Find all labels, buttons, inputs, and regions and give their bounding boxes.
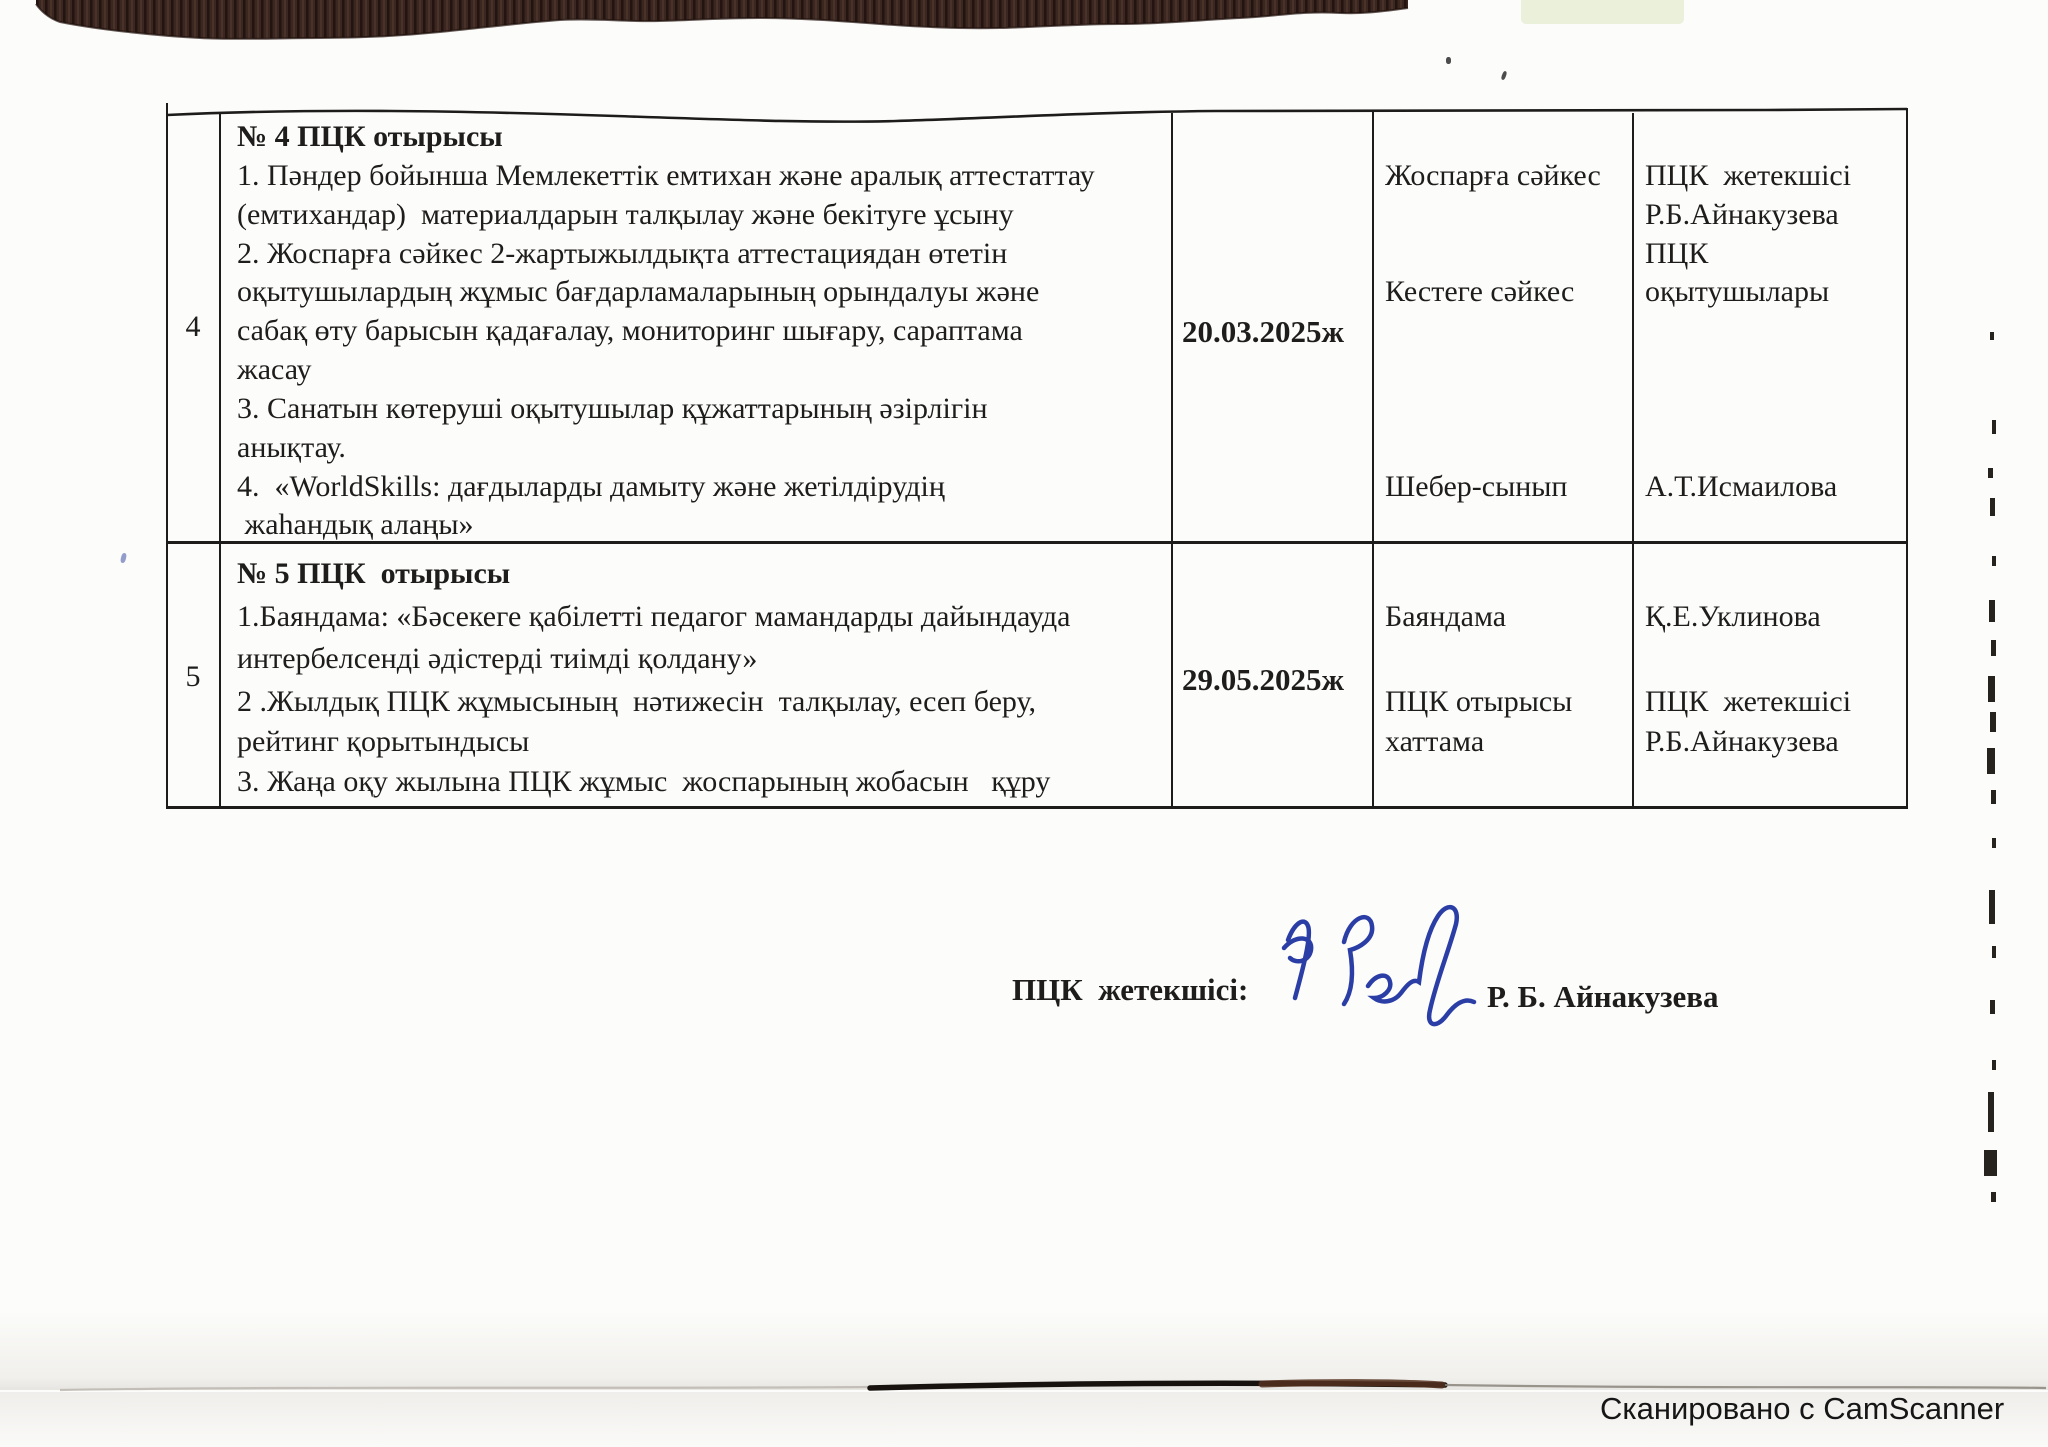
- form-item: Жоспарға сәйкес: [1385, 159, 1601, 192]
- table-border-right: [1906, 108, 1908, 808]
- meeting-date: 20.03.2025ж: [1182, 314, 1344, 349]
- agenda-title: № 4 ПЦК отырысы: [237, 120, 503, 153]
- form-item: Кестеге сәйкес: [1385, 275, 1575, 308]
- edge-mark: [1992, 1060, 1996, 1070]
- agenda-line: 3. Жаңа оқу жылына ПЦК жұмыс жоспарының жобасын құру: [237, 765, 1051, 798]
- form-item: Шебер-сынып: [1385, 470, 1568, 503]
- responsible-line: А.Т.Исмаилова: [1645, 470, 1838, 503]
- edge-mark: [1988, 1092, 1994, 1132]
- form-item: ПЦК отырысы: [1385, 685, 1573, 718]
- signature-block: [0, 860, 2048, 1060]
- agenda-line: жаһандық алаңы»: [237, 508, 474, 541]
- agenda-line: 2. Жоспарға сәйкес 2-жартыжылдықта аттестациядан өтетін: [237, 237, 1008, 270]
- agenda-line: 1. Пәндер бойынша Мемлекеттік емтихан және аралық аттестаттау: [237, 159, 1095, 192]
- meeting-date: 29.05.2025ж: [1182, 662, 1344, 697]
- table-border-col2: [1171, 113, 1173, 808]
- signature-name: Р. Б. Айнакузева: [1487, 979, 1719, 1014]
- agenda-line: жасау: [237, 353, 312, 386]
- table-border-col4: [1632, 113, 1634, 808]
- responsible-line: ПЦК жетекшісі: [1645, 159, 1852, 192]
- edge-mark: [1992, 838, 1996, 848]
- table-border-bottom: [166, 806, 1908, 809]
- row-number: 5: [185, 660, 201, 693]
- agenda-line: оқытушылардың жұмыс бағдарламаларының орындалуы және: [237, 275, 1040, 308]
- handwritten-signature: [1268, 884, 1492, 1054]
- row-number: 4: [185, 310, 201, 343]
- edge-mark: [1991, 1192, 1996, 1202]
- agenda-line: интербелсенді әдістерді тиімді қолдану»: [237, 642, 758, 675]
- agenda-line: сабақ өту барысын қадағалау, мониторинг шығару, сараптама: [237, 314, 1023, 347]
- agenda-line: (емтихандар) материалдарын талқылау және бекітуге ұсыну: [237, 198, 1014, 231]
- responsible-line: Р.Б.Айнакузева: [1645, 198, 1839, 231]
- agenda-line: анықтау.: [237, 431, 346, 464]
- table-border-col3: [1372, 112, 1374, 808]
- agenda-line: 4. «WorldSkills: дағдыларды дамыту және жетілдірудің: [237, 470, 945, 503]
- responsible-line: ПЦК жетекшісі: [1645, 685, 1852, 718]
- camscanner-credit: Сканировано с CamScanner: [1600, 1391, 2005, 1426]
- agenda-line: 1.Баяндама: «Бәсекеге қабілетті педагог мамандарды дайындауда: [237, 600, 1071, 633]
- agenda-line: 3. Санатын көтеруші оқытушылар құжаттарының әзірлігін: [237, 392, 988, 425]
- table-border-col1: [219, 112, 221, 808]
- responsible-line: ПЦК: [1645, 237, 1709, 270]
- edge-mark: [1984, 1150, 1997, 1176]
- responsible-line: Р.Б.Айнакузева: [1645, 725, 1839, 758]
- agenda-line: рейтинг қорытындысы: [237, 725, 530, 758]
- agenda-line: 2 .Жылдық ПЦК жұмысының нәтижесін талқылау, есеп беру,: [237, 685, 1036, 718]
- form-item: хаттама: [1385, 725, 1485, 758]
- signature-label: ПЦК жетекшісі:: [1012, 972, 1249, 1007]
- table-border-left: [166, 103, 168, 808]
- responsible-line: Қ.Е.Уклинова: [1645, 600, 1821, 633]
- agenda-title: № 5 ПЦК отырысы: [237, 557, 511, 590]
- responsible-line: оқытушылары: [1645, 275, 1830, 308]
- form-item: Баяндама: [1385, 600, 1507, 633]
